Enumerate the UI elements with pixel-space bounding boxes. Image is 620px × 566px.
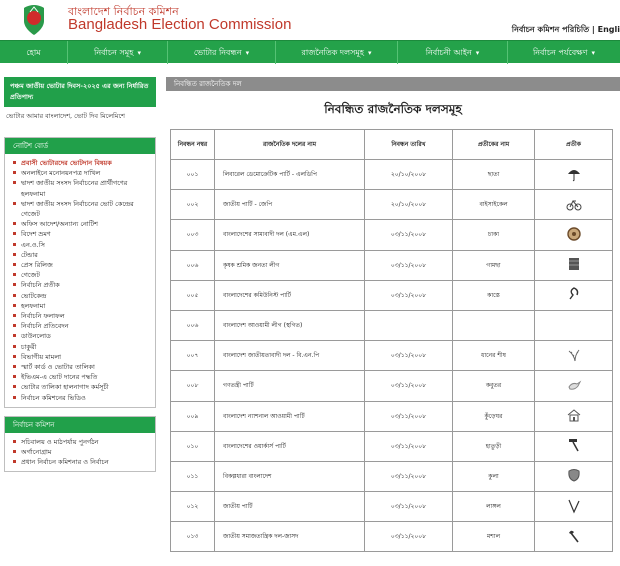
site-header	[0, 0, 620, 40]
symbol-name-cell: কাস্তে	[453, 280, 535, 310]
parties-table	[170, 129, 613, 552]
sidebar-link[interactable]: গেজেট	[13, 270, 151, 280]
sidebar-link[interactable]: প্রধান নির্বাচন কমিশনার ও নির্বাচন	[13, 457, 151, 467]
symbol-name-cell: বাইসাইকেল	[453, 190, 535, 220]
reg-date-cell: ০৩/১১/২০০৮	[365, 401, 453, 431]
notice-board-list	[5, 154, 155, 407]
sidebar-link[interactable]: ভোটকেন্দ্র	[13, 291, 151, 301]
symbol-cell	[535, 310, 613, 340]
bicycle-icon	[566, 196, 582, 212]
reg-date-cell: ০৩/১১/২০০৮	[365, 371, 453, 401]
election-commission-logo-icon[interactable]	[18, 3, 50, 37]
party-name-cell[interactable]: বাংলাদেশের সাম্যবাদী দল (এম.এল)	[215, 220, 365, 250]
pigeon-icon	[566, 377, 582, 393]
commission-list	[5, 433, 155, 472]
symbol-cell	[535, 220, 613, 250]
sidebar-link[interactable]: সচিবালয় ও মাঠপর্যায় পুনর্গঠন	[13, 437, 151, 447]
column-header-party-name: রাজনৈতিক দলের নাম	[215, 130, 365, 160]
party-name-cell[interactable]: বাংলাদেশের কমিউনিস্ট পার্টি	[215, 280, 365, 310]
wheel-icon	[566, 226, 582, 242]
hut-icon	[566, 407, 582, 423]
sidebar-link[interactable]: নির্বাচন কমিশনের ভিডিও	[13, 393, 151, 403]
table-row	[171, 371, 613, 401]
party-name-cell[interactable]: বাংলাদেশের ওয়ার্কার্স পার্টি	[215, 431, 365, 461]
notice-board	[4, 137, 156, 408]
reg-no-cell: ০০৭	[171, 341, 215, 371]
nav-voter-registration[interactable]: ভোটার নিবন্ধন ▾	[168, 41, 276, 64]
symbol-cell	[535, 522, 613, 552]
umbrella-icon	[566, 166, 582, 182]
party-name-cell[interactable]: বাংলাদেশ ন্যাশনাল আওয়ামী পার্টি	[215, 401, 365, 431]
table-row	[171, 280, 613, 310]
sidebar-link[interactable]: হলফনামা	[13, 301, 151, 311]
reg-no-cell: ০০২	[171, 190, 215, 220]
sidebar-link[interactable]: অনলাইনে মনোনয়নপত্র দাখিল	[13, 168, 151, 178]
reg-no-cell: ০০৮	[171, 371, 215, 401]
table-row	[171, 310, 613, 340]
chevron-down-icon: ▾	[475, 49, 480, 57]
reg-no-cell: ০১২	[171, 492, 215, 522]
symbol-name-cell	[453, 310, 535, 340]
column-header-symbol: প্রতীক	[535, 130, 613, 160]
symbol-name-cell: কবুতর	[453, 371, 535, 401]
table-row	[171, 522, 613, 552]
reg-no-cell: ০০৩	[171, 220, 215, 250]
reg-no-cell: ০০৫	[171, 280, 215, 310]
plough-icon	[566, 498, 582, 514]
symbol-cell	[535, 492, 613, 522]
sickle-icon	[566, 286, 582, 302]
party-name-cell[interactable]: বাংলাদেশ জাতীয়তাবাদী দল - বি.এন.পি	[215, 341, 365, 371]
symbol-name-cell: লাঙ্গল	[453, 492, 535, 522]
reg-no-cell: ০০৬	[171, 310, 215, 340]
sidebar-link[interactable]: নির্বাচনি প্রতীক	[13, 280, 151, 290]
reg-date-cell	[365, 310, 453, 340]
reg-no-cell: ০০৯	[171, 401, 215, 431]
sidebar-link[interactable]: প্রবাসী ভোটারদের ভোটদান বিষয়ক	[13, 158, 151, 168]
symbol-cell	[535, 250, 613, 280]
sidebar-link[interactable]: এন.ও.সি	[13, 240, 151, 250]
party-name-cell[interactable]: জাতীয় পার্টি	[215, 492, 365, 522]
reg-date-cell: ০৩/১১/২০০৮	[365, 250, 453, 280]
reg-date-cell: ০৩/১১/২০০৮	[365, 220, 453, 250]
column-header-reg-date: নিবন্ধন তারিখ	[365, 130, 453, 160]
symbol-cell	[535, 461, 613, 491]
symbol-name-cell: কুলা	[453, 461, 535, 491]
page-title: নিবন্ধিত রাজনৈতিক দলসমূহ	[324, 102, 462, 116]
gamchha-icon	[566, 256, 582, 272]
site-title-bangla: বাংলাদেশ নির্বাচন কমিশন	[68, 5, 179, 18]
chevron-down-icon: ▾	[591, 49, 595, 57]
symbol-name-cell: চাকা	[453, 220, 535, 250]
reg-date-cell: ০৩/১১/২০০৮	[365, 461, 453, 491]
sidebar-link[interactable]: দ্বাদশ জাতীয় সংসদ নির্বাচনের ভোট কেন্দ্রের গেজেট	[13, 199, 151, 219]
voter-day-slogan: ভোটার আমার বাংলাদেশ, ভোট দিব মিলেমিশে	[6, 112, 125, 120]
table-header-row	[171, 130, 613, 160]
chevron-down-icon: ▾	[245, 49, 250, 57]
site-title-english: Bangladesh Election Commission	[68, 16, 292, 33]
sidebar-link[interactable]: ভোটার তালিকা হালনাগাদ কর্মসূচী	[13, 382, 151, 392]
column-header-reg-no: নিবন্ধন নম্বর	[171, 130, 215, 160]
reg-date-cell: ০৩/১১/২০০৮	[365, 492, 453, 522]
party-name-cell[interactable]: কৃষক শ্রমিক জনতা লীগ	[215, 250, 365, 280]
sidebar-link[interactable]: নির্বাচনি প্রতিবেদন	[13, 321, 151, 331]
voter-day-announcement[interactable]: পঞ্চম জাতীয় ভোটার দিবস-২০২৫ এর জন্য নির্ধারিত প্রতিপাদ্য	[4, 77, 156, 107]
symbol-name-cell: কুঁড়েঘর	[453, 401, 535, 431]
symbol-name-cell: গামছা	[453, 250, 535, 280]
panel-title: নিবন্ধিত রাজনৈতিক দল	[166, 77, 620, 91]
reg-date-cell: ০৩/১১/২০০৮	[365, 431, 453, 461]
table-row	[171, 190, 613, 220]
symbol-cell	[535, 280, 613, 310]
reg-no-cell: ০১৩	[171, 522, 215, 552]
column-header-symbol-name: প্রতীকের নাম	[453, 130, 535, 160]
symbol-name-cell: মশাল	[453, 522, 535, 552]
table-row	[171, 341, 613, 371]
symbol-cell	[535, 401, 613, 431]
sidebar-link[interactable]: অর্গানোগ্রাম	[13, 447, 151, 457]
symbol-cell	[535, 341, 613, 371]
party-name-cell[interactable]: বাংলাদেশ আওয়ামী লীগ (স্থগিত)	[215, 310, 365, 340]
sidebar-link[interactable]: বিভাগীয় মামলা	[13, 352, 151, 362]
paddy-icon	[566, 347, 582, 363]
party-name-cell[interactable]: জাতীয় পার্টি - জেপি	[215, 190, 365, 220]
reg-date-cell: ২০/১০/২০০৮	[365, 160, 453, 190]
sidebar-link[interactable]: অফিস আদেশ/অন্যান্য নোটিশ	[13, 219, 151, 229]
table-row	[171, 461, 613, 491]
commission-box	[4, 416, 156, 473]
sidebar-link[interactable]: প্রেস রিলিজ	[13, 260, 151, 270]
symbol-name-cell: হাতুড়ী	[453, 431, 535, 461]
party-name-cell[interactable]: লিবারেল ডেমোক্রেটিক পার্টি - এলডিপি	[215, 160, 365, 190]
sidebar-link[interactable]: বিদেশ ভ্রমণ	[13, 229, 151, 239]
table-row	[171, 492, 613, 522]
sidebar-link[interactable]: ডাউনলোড	[13, 331, 151, 341]
party-name-cell[interactable]: বিকল্পধারা বাংলাদেশ	[215, 461, 365, 491]
sidebar-link[interactable]: ইভিএম-এ ভোট দানের পদ্ধতি	[13, 372, 151, 382]
table-row	[171, 401, 613, 431]
symbol-cell	[535, 190, 613, 220]
symbol-name-cell: ধানের শীষ	[453, 341, 535, 371]
main-content	[166, 77, 620, 566]
sidebar-link[interactable]: নির্বাচনি ফলাফল	[13, 311, 151, 321]
reg-no-cell: ০১০	[171, 431, 215, 461]
nav-election-observation[interactable]: নির্বাচন পর্যবেক্ষণ ▾	[532, 48, 595, 57]
reg-no-cell: ০০১	[171, 160, 215, 190]
chevron-down-icon: ▾	[368, 49, 372, 57]
table-row	[171, 160, 613, 190]
chevron-down-icon: ▾	[137, 49, 141, 57]
symbol-cell	[535, 160, 613, 190]
reg-no-cell: ০১১	[171, 461, 215, 491]
nav-elections[interactable]: নির্বাচন সমূহ ▾	[68, 41, 168, 64]
sidebar-link[interactable]: স্মার্ট কার্ড ও ভোটার তালিকা	[13, 362, 151, 372]
sidebar-link[interactable]: টেন্ডার	[13, 250, 151, 260]
sidebar-link[interactable]: চাকুরী	[13, 342, 151, 352]
reg-date-cell: ০৩/১১/২০০৮	[365, 522, 453, 552]
party-name-cell[interactable]: জাতীয় সমাজতান্ত্রিক দল-জাসদ	[215, 522, 365, 552]
reg-date-cell: ০৩/১১/২০০৮	[365, 280, 453, 310]
reg-no-cell: ০০৬	[171, 250, 215, 280]
reg-date-cell: ০৩/১১/২০০৮	[365, 341, 453, 371]
notice-board-title: নোটিশ বোর্ড	[5, 138, 155, 154]
reg-date-cell: ২০/১০/২০০৮	[365, 190, 453, 220]
nav-election-law[interactable]: নির্বাচনী আইন ▾	[398, 41, 508, 64]
table-row	[171, 431, 613, 461]
table-row	[171, 250, 613, 280]
nav-political-parties[interactable]: রাজনৈতিক দলসমূহ ▾	[276, 41, 398, 64]
symbol-cell	[535, 371, 613, 401]
main-nav	[0, 40, 620, 63]
torch-icon	[566, 528, 582, 544]
top-links[interactable]: নির্বাচন কমিশন পরিচিতি | Engli	[511, 25, 620, 34]
party-name-cell[interactable]: গণতন্ত্রী পার্টি	[215, 371, 365, 401]
symbol-name-cell: ছাতা	[453, 160, 535, 190]
commission-box-title: নির্বাচন কমিশন	[5, 417, 155, 433]
hammer-icon	[566, 437, 582, 453]
sidebar	[4, 77, 156, 472]
nav-home[interactable]: হোম	[0, 41, 68, 64]
symbol-cell	[535, 431, 613, 461]
kula-icon	[566, 467, 582, 483]
sidebar-link[interactable]: দ্বাদশ জাতীয় সংসদ নির্বাচনের প্রার্থীগণের হলফনামা	[13, 178, 151, 198]
table-row	[171, 220, 613, 250]
